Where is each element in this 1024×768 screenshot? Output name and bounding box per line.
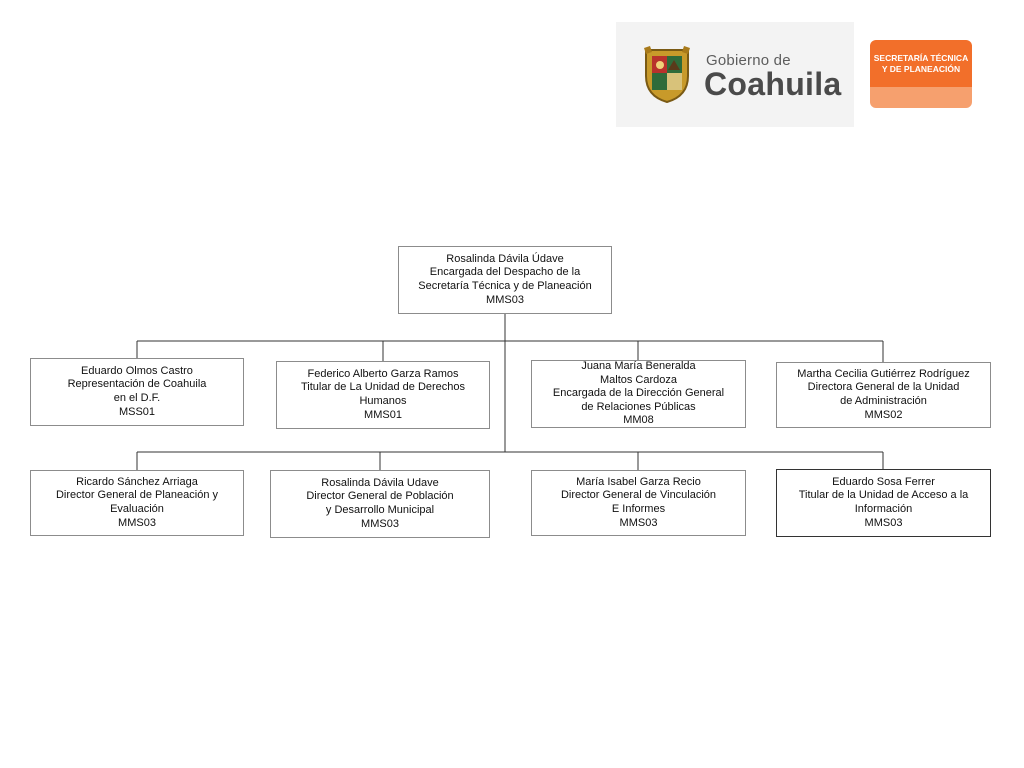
- box-code: MMS03: [118, 516, 156, 529]
- box-title-line: Información: [854, 503, 913, 515]
- org-box-root: [398, 246, 612, 314]
- box-title-line: Titular de la Unidad de Acceso a la: [798, 489, 969, 502]
- box-name: Ricardo Sánchez Arriaga: [76, 475, 198, 488]
- box-title-line: Humanos: [359, 395, 407, 407]
- root-title-1: Encargada del Despacho de la: [429, 266, 581, 279]
- org-box-level2-2: [270, 470, 490, 538]
- box-name: Martha Cecilia Gutiérrez Rodríguez: [797, 367, 970, 380]
- box-code: MMS03: [619, 516, 658, 529]
- box-title-line: Director General de Vinculación: [560, 489, 717, 502]
- box-title-line: de Administración: [840, 395, 927, 407]
- box-code: MM08: [623, 414, 654, 427]
- box-name: Juana María Beneralda: [581, 360, 696, 373]
- root-title-2: Secretaría Técnica y de Planeación: [418, 280, 592, 292]
- badge-line-1: SECRETARÍA TÉCNICA: [873, 52, 969, 63]
- box-title-line: Directora General de la Unidad: [807, 381, 960, 394]
- box-name: Eduardo Olmos Castro: [81, 364, 193, 377]
- org-box-level1-3: [531, 360, 746, 428]
- box-title-line: E Informes: [611, 503, 666, 515]
- org-box-level2-1: [30, 470, 244, 536]
- gov-logo-big-text: Coahuila: [704, 66, 842, 102]
- box-title-line: Representación de Coahuila: [67, 378, 207, 391]
- box-title-line: y Desarrollo Municipal: [325, 504, 435, 516]
- box-code: MMS03: [864, 516, 903, 529]
- box-code: MMS02: [864, 408, 903, 421]
- root-name: Rosalinda Dávila Údave: [446, 252, 564, 265]
- box-code: MMS03: [361, 517, 399, 530]
- gov-logo-small-text: Gobierno de: [706, 52, 791, 69]
- box-title-line: en el D.F.: [113, 392, 161, 404]
- box-name-cont: Maltos Cardoza: [599, 373, 678, 386]
- box-code: MSS01: [118, 405, 156, 418]
- box-title-line: Encargada de la Dirección General: [552, 387, 725, 400]
- box-name: Federico Alberto Garza Ramos: [307, 367, 459, 380]
- box-title-line: Director General de Planeación y: [55, 489, 219, 502]
- box-title-line: de Relaciones Públicas: [581, 400, 696, 413]
- box-name: Eduardo Sosa Ferrer: [832, 475, 935, 488]
- box-name: Rosalinda Dávila Udave: [321, 476, 439, 489]
- badge-line-2: Y DE PLANEACIÓN: [881, 63, 961, 74]
- box-title-line: Director General de Población: [306, 490, 454, 503]
- org-box-level1-1: [30, 358, 244, 426]
- org-box-level1-2: [276, 361, 490, 429]
- org-box-level2-4: [776, 469, 991, 537]
- box-title-line: Titular de La Unidad de Derechos: [300, 381, 466, 394]
- box-code: MMS01: [364, 408, 402, 421]
- box-title-line: Evaluación: [110, 503, 164, 515]
- box-name: María Isabel Garza Recio: [576, 475, 701, 488]
- org-box-level2-3: [531, 470, 746, 536]
- root-code: MMS03: [486, 293, 524, 306]
- org-box-level1-4: [776, 362, 991, 428]
